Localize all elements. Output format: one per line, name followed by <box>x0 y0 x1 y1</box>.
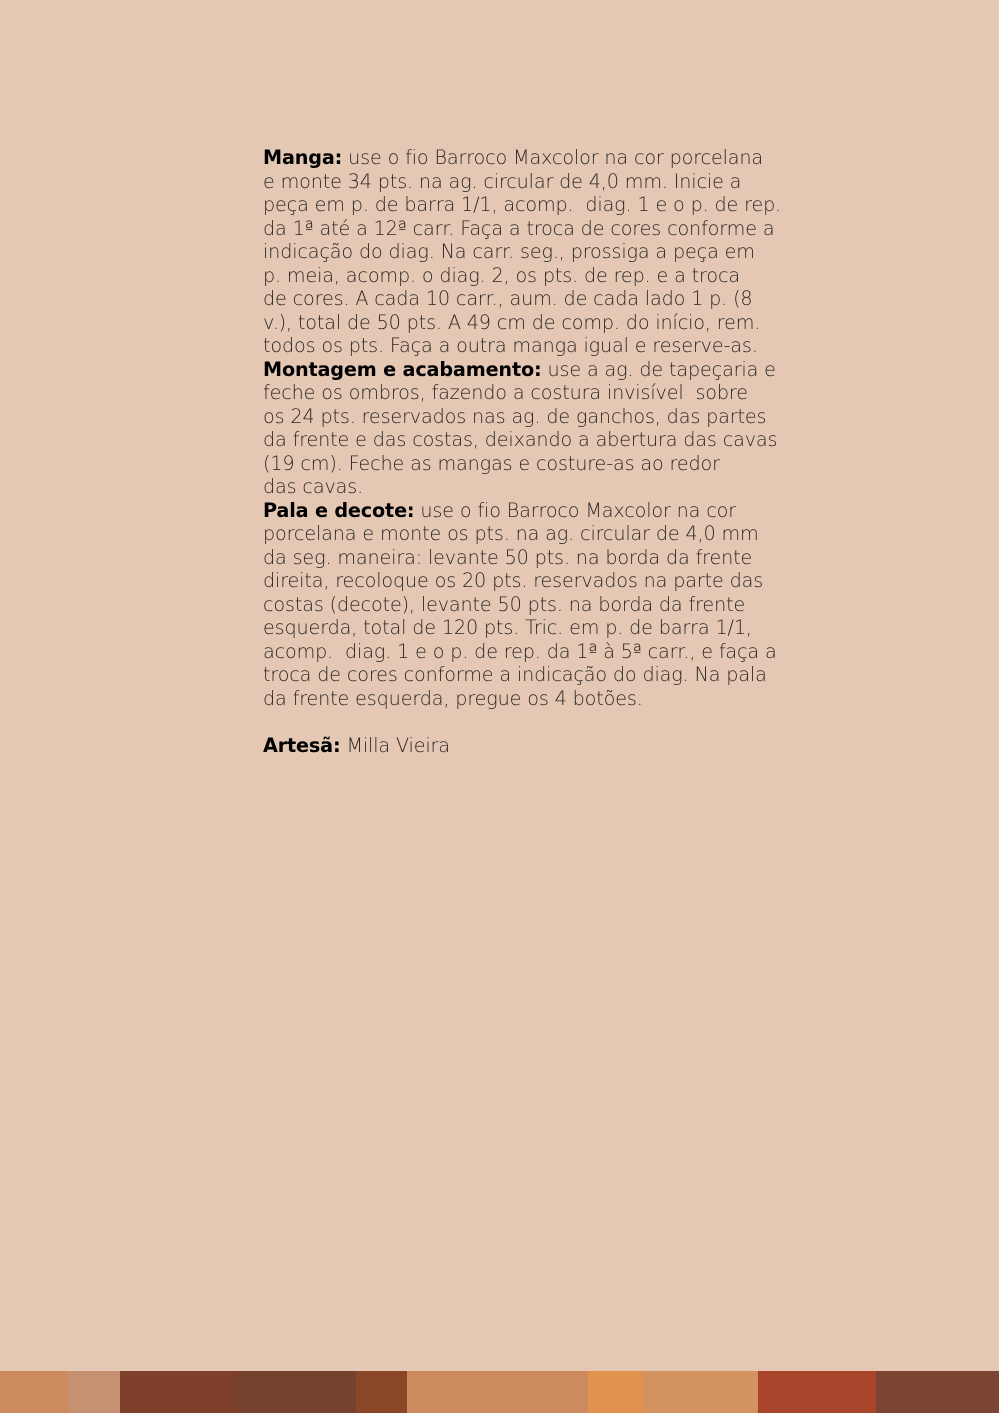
manga-line-4: da 1ª até a 12ª carr. Faça a troca de cores conforme a <box>263 216 775 240</box>
manga-line-1: Manga: use o fio Barroco Maxcolor na cor porcelana <box>263 146 764 169</box>
swatch-6 <box>407 1371 588 1413</box>
swatch-4 <box>236 1371 356 1413</box>
swatch-1 <box>0 1371 68 1413</box>
pala-line-6: esquerda, total de 120 pts. Tric. em p. de barra 1/1, <box>263 616 752 639</box>
pala-label: Pala e decote: <box>263 498 415 522</box>
swatch-5 <box>356 1371 407 1413</box>
swatch-2 <box>68 1371 120 1413</box>
swatch-7 <box>588 1371 643 1413</box>
artesa-label: Artesã: <box>263 733 341 757</box>
manga-label: Manga: <box>263 146 343 169</box>
manga-line-2: e monte 34 pts. na ag. circular de 4,0 mm. Inicie a <box>263 169 742 193</box>
pala-line-7: acomp. diag. 1 e o p. de rep. da 1ª à 5ª carr., e faça a <box>263 639 777 663</box>
swatch-8 <box>643 1371 758 1413</box>
pala-line-5: costas (decote), levante 50 pts. na borda da frente <box>263 592 746 616</box>
montagem-line-4: da frente e das costas, deixando a abertura das cavas <box>263 428 778 451</box>
swatch-9 <box>758 1371 876 1413</box>
pala-line-4: direita, recoloque os 20 pts. reservados na parte das <box>263 569 764 592</box>
manga-line-7: de cores. A cada 10 carr., aum. de cada lado 1 p. (8 <box>263 287 753 310</box>
pala-line-3: da seg. maneira: levante 50 pts. na borda da frente <box>263 545 753 569</box>
montagem-line-2: feche os ombros, fazendo a costura invisível sobre <box>263 381 748 404</box>
pala-line-1: Pala e decote: use o fio Barroco Maxcolor na cor <box>263 498 736 522</box>
montagem-label: Montagem e acabamento: <box>263 357 542 381</box>
pala-line-2: porcelana e monte os pts. na ag. circular de 4,0 mm <box>263 522 759 545</box>
pala-line-8: troca de cores conforme a indicação do diag. Na pala <box>263 663 767 686</box>
color-swatch-bar <box>0 1371 999 1413</box>
swatch-10 <box>876 1371 999 1413</box>
montagem-line-3: os 24 pts. reservados nas ag. de ganchos, das partes <box>263 404 767 428</box>
paragraph-gap <box>263 710 823 734</box>
artesa-line <box>263 734 823 758</box>
manga-line-5: indicação do diag. Na carr. seg., prossiga a peça em <box>263 240 755 263</box>
artesa-name: Milla Vieira <box>340 733 450 757</box>
instructions-text-block <box>263 146 823 757</box>
montagem-line-6: das cavas. <box>263 475 364 498</box>
manga-line-3: peça em p. de barra 1/1, acomp. diag. 1 e o p. de rep. <box>263 193 782 216</box>
manga-line-9: todos os pts. Faça a outra manga igual e reserve-as. <box>263 334 758 357</box>
swatch-3 <box>120 1371 236 1413</box>
montagem-line-1: Montagem e acabamento: use a ag. de tapeçaria e <box>263 357 776 381</box>
manga-line-6: p. meia, acomp. o diag. 2, os pts. de rep. e a troca <box>263 263 740 287</box>
pala-line-9: da frente esquerda, pregue os 4 botões. <box>263 686 643 710</box>
montagem-line-5: (19 cm). Feche as mangas e costure-as ao redor <box>263 451 720 475</box>
manga-line-8: v.), total de 50 pts. A 49 cm de comp. do início, rem. <box>263 310 761 334</box>
